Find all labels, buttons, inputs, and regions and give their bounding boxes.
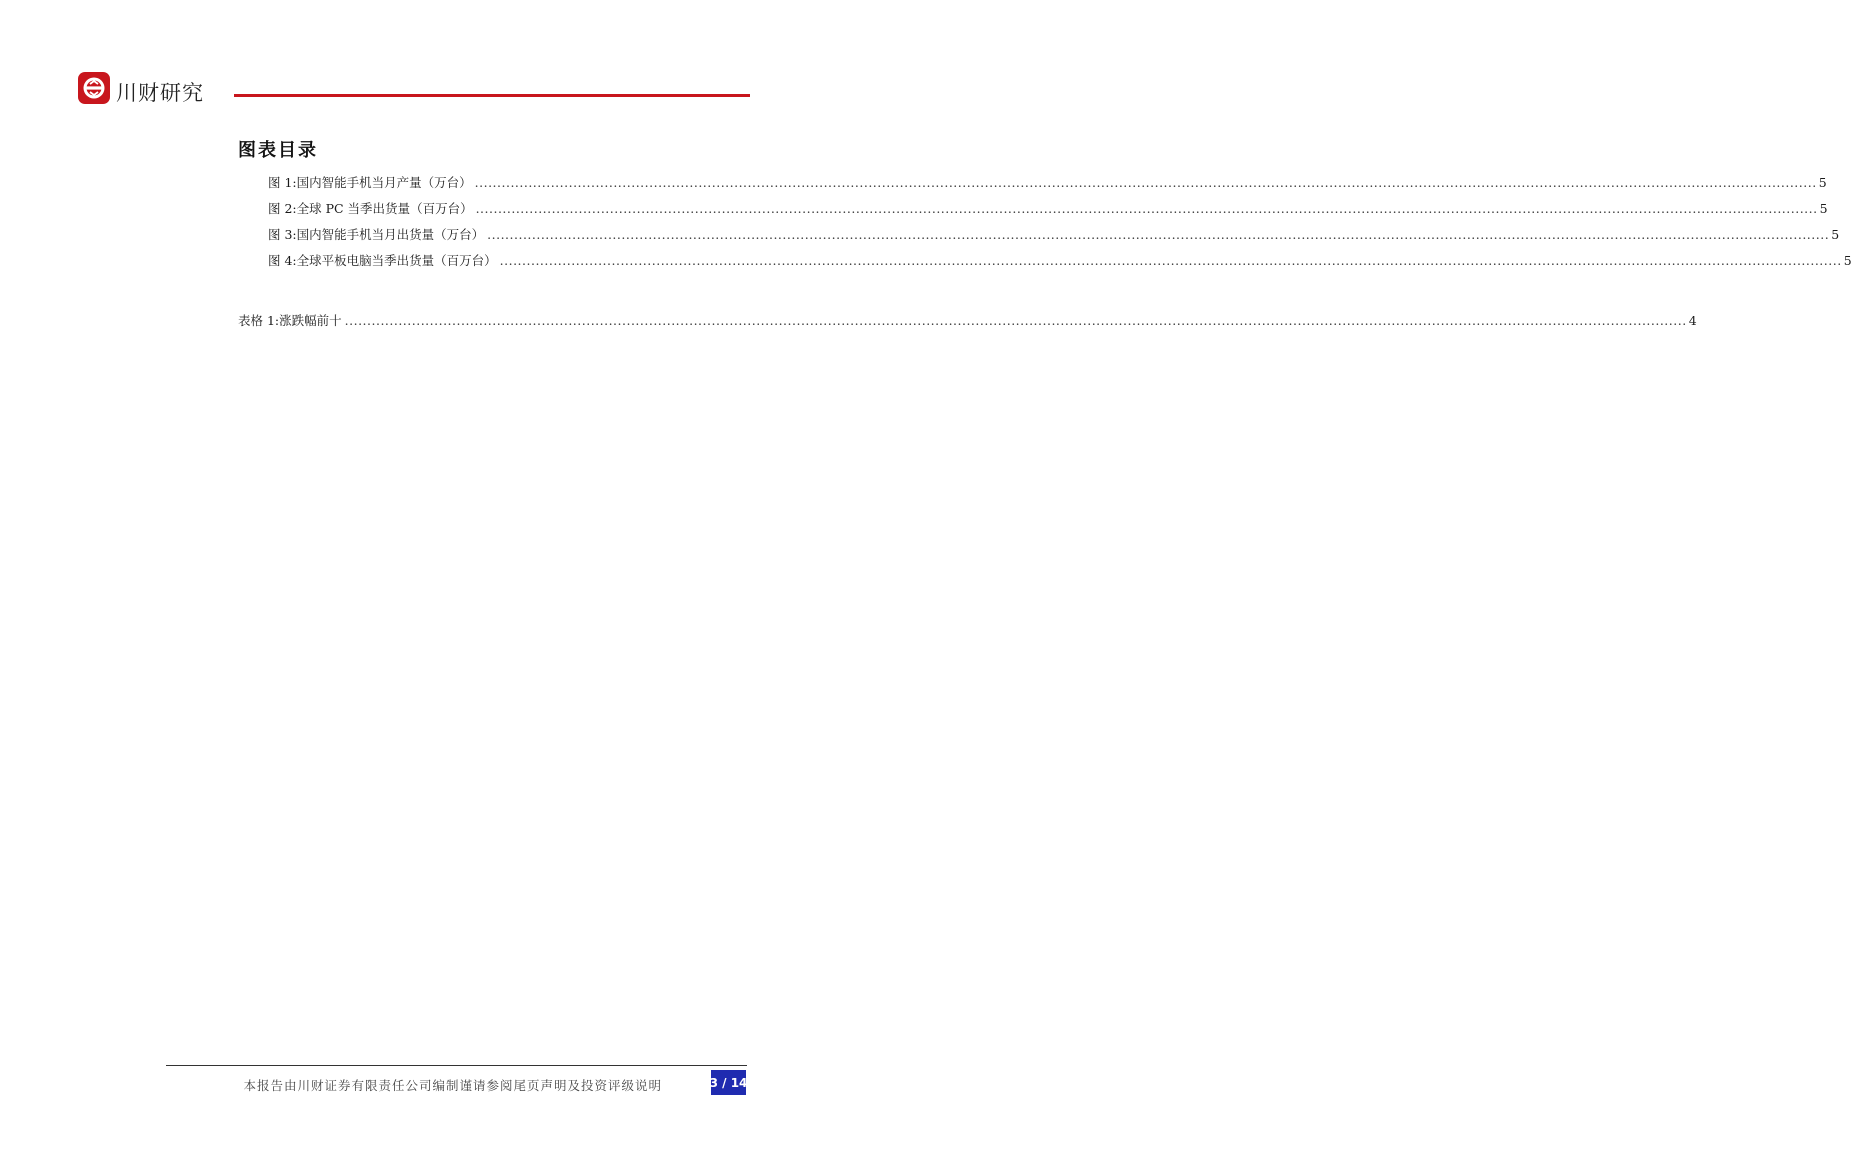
footer-disclaimer: 本报告由川财证券有限责任公司编制谨请参阅尾页声明及投资评级说明 [243,1078,662,1093]
table-label: 表格 1: [238,313,280,328]
figure-label: 图 4: [268,253,297,268]
toc-entry-figure-1[interactable] [268,174,1827,192]
leader-dots: ............................................................................................................................................................................................................................................................................................................ [474,175,1817,190]
figure-caption: 全球平板电脑当季出货量（百万台） [296,253,497,268]
chuancai-logo-icon [78,72,110,104]
toc-entry-figure-2[interactable] [268,200,1828,218]
page-number: 5 [1831,227,1840,242]
toc-entry-table-1[interactable] [238,312,1697,330]
brand-name: 川财研究 [116,81,204,105]
figure-caption: 国内智能手机当月产量（万台） [296,175,472,190]
leader-dots: ............................................................................................................................................................................................................................................................................................................ [499,253,1842,268]
figure-label: 图 3: [268,227,297,242]
page-number: 5 [1818,175,1827,190]
footer-rule [166,1065,747,1066]
leader-dots: ............................................................................................................................................................................................................................................................................................................ [344,313,1687,328]
table-caption: 涨跌幅前十 [279,313,342,328]
figure-label: 图 1: [268,175,297,190]
page-number: 4 [1688,313,1697,328]
leader-dots: ............................................................................................................................................................................................................................................................................................................ [487,227,1830,242]
page-indicator: 3 / 14 [711,1070,746,1095]
toc-entry-figure-3[interactable] [268,226,1840,244]
figure-caption: 全球 PC 当季出货量（百万台） [296,201,473,216]
figure-caption: 国内智能手机当月出货量（万台） [296,227,485,242]
figure-label: 图 2: [268,201,297,216]
toc-title: 图表目录 [238,140,318,161]
header-rule [234,94,750,97]
page-number: 5 [1819,201,1828,216]
leader-dots: ............................................................................................................................................................................................................................................................................................................ [475,201,1818,216]
toc-entry-figure-4[interactable] [268,252,1852,270]
page-number: 5 [1843,253,1852,268]
